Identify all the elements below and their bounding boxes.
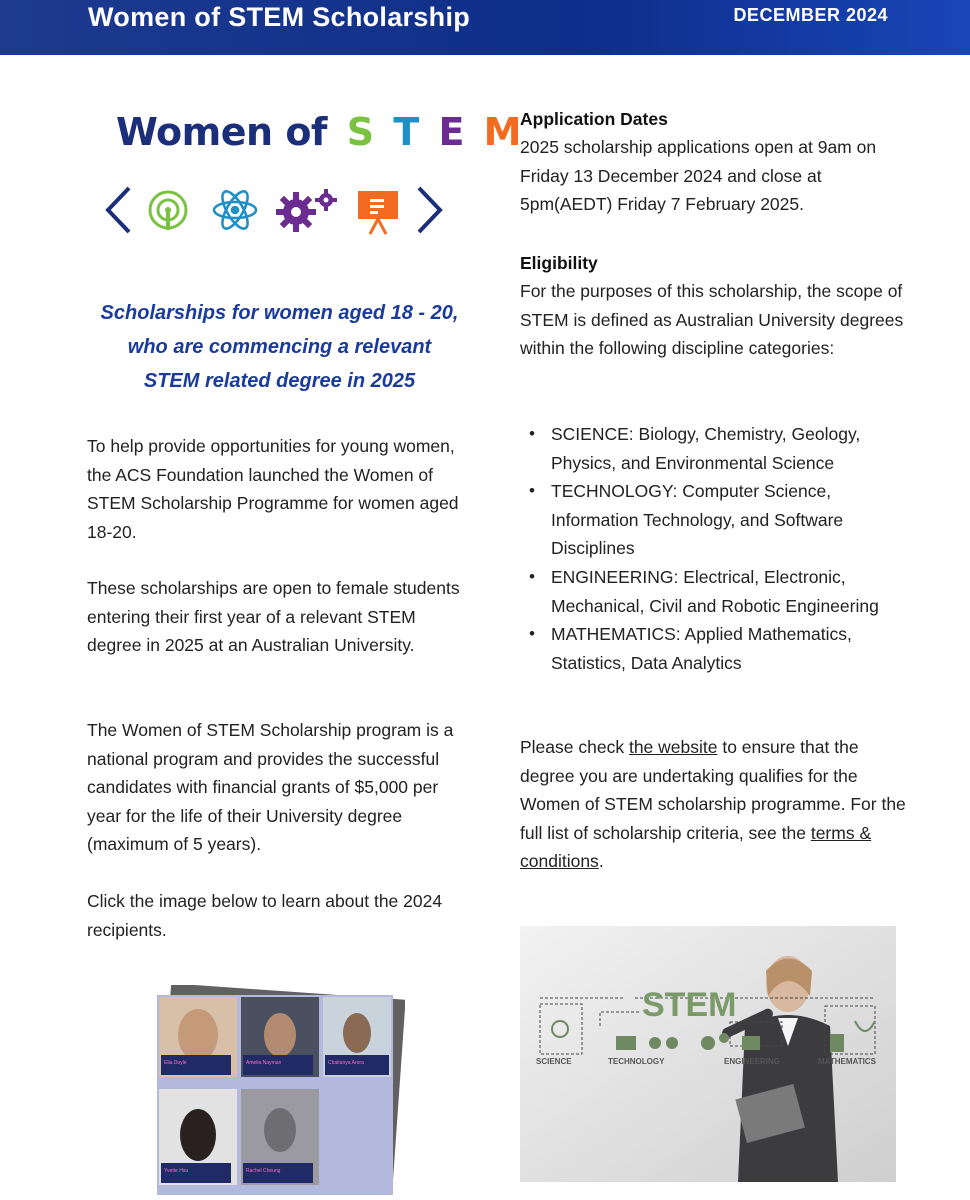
recipient-name-5: Rachel Cheung (246, 1168, 281, 1174)
recipient-name-2: Amelia Nayman (246, 1060, 282, 1066)
tagline-line-1: Scholarships for women aged 18 - 20, (100, 302, 459, 324)
recipients-collage-image[interactable] (150, 985, 405, 1195)
list-item-science: • SCIENCE: Biology, Chemistry, Geology, Physics, and Environmental Science (520, 420, 910, 477)
tagline-line-3: STEM related degree in 2025 (143, 370, 416, 392)
list-item-technology: • TECHNOLOGY: Computer Science, Information Technology, and Software Disciplines (520, 477, 910, 563)
list-item-engineering: • ENGINEERING: Electrical, Electronic, Mechanical, Civil and Robotic Engineering (520, 563, 910, 620)
stem-label-technology: TECHNOLOGY (608, 1057, 665, 1066)
eligibility-summary-paragraph: These scholarships are open to female students entering their first year of a relevant STEM degree in 2025 at an Australian University. (87, 578, 460, 656)
check-text-mid: to ensure that the degree you are undertaking qualifies for the Women of STEM scholarship programme. For the full list of scholarship criteria, see the (520, 737, 906, 843)
header-title: Women of STEM Scholarship (88, 2, 471, 32)
logo-title-prefix: Women of (116, 110, 327, 154)
tagline (87, 296, 472, 398)
check-text-pre: Please check (520, 737, 629, 757)
logo-letter-s: S (346, 110, 374, 154)
logo-letter-t: T (393, 110, 419, 154)
list-item-mathematics: • MATHEMATICS: Applied Mathematics, Statistics, Data Analytics (520, 620, 910, 677)
application-dates-text: 2025 scholarship applications open at 9am on Friday 13 December 2024 and close at 5pm(AEDT) Friday 7 February 2025. (520, 137, 877, 215)
stem-illustration-image (520, 926, 896, 1182)
gears-icon (276, 189, 337, 232)
right-chevron-icon (419, 188, 440, 232)
logo-icon-row (104, 180, 444, 240)
stem-label-mathematics: MATHEMATICS (818, 1057, 876, 1066)
recipient-name-1: Ella Doyle (164, 1060, 187, 1066)
tagline-line-2: who are commencing a relevant (127, 336, 432, 358)
stem-image-title: STEM (642, 986, 737, 1024)
stem-label-science: SCIENCE (536, 1057, 572, 1066)
recipients-prompt: Click the image below to learn about the 2024 recipients. (87, 891, 443, 940)
discipline-list (520, 420, 910, 677)
recipient-name-4: Yvette Hsu (164, 1168, 189, 1174)
eligibility-heading: Eligibility (520, 253, 598, 273)
left-chevron-icon (108, 188, 129, 232)
program-paragraph: The Women of STEM Scholarship program is a national program and provides the successful candidates with financial grants of $5,000 per year for the life of their University degree (maximum of 5 years). (87, 720, 454, 855)
intro-paragraph: To help provide opportunities for young women, the ACS Foundation launched the Women of STEM Scholarship Programme for women aged 18-20. (87, 436, 459, 542)
eligibility-section (520, 249, 910, 363)
logo-letter-e: E (438, 110, 464, 154)
header-date: DECEMBER 2024 (733, 5, 888, 25)
header-bar (0, 0, 970, 55)
application-dates-heading: Application Dates (520, 109, 668, 129)
eligibility-text: For the purposes of this scholarship, the scope of STEM is defined as Australian University degrees within the following discipline categories: (520, 281, 904, 359)
logo-letter-m: M (483, 110, 521, 154)
application-dates-section (520, 105, 910, 219)
atom-icon (214, 188, 256, 232)
presentation-icon (358, 191, 398, 234)
science-icon (150, 192, 186, 230)
stem-label-engineering: ENGINEERING (724, 1057, 781, 1066)
check-text-post: . (598, 851, 604, 872)
terms-conditions-link[interactable]: terms & conditions (520, 822, 872, 872)
recipient-name-3: Chaitanya Arora (328, 1060, 364, 1066)
website-link[interactable]: the website (628, 737, 718, 757)
logo-title (116, 110, 521, 154)
check-paragraph (520, 733, 910, 876)
women-of-stem-logo (116, 110, 521, 245)
